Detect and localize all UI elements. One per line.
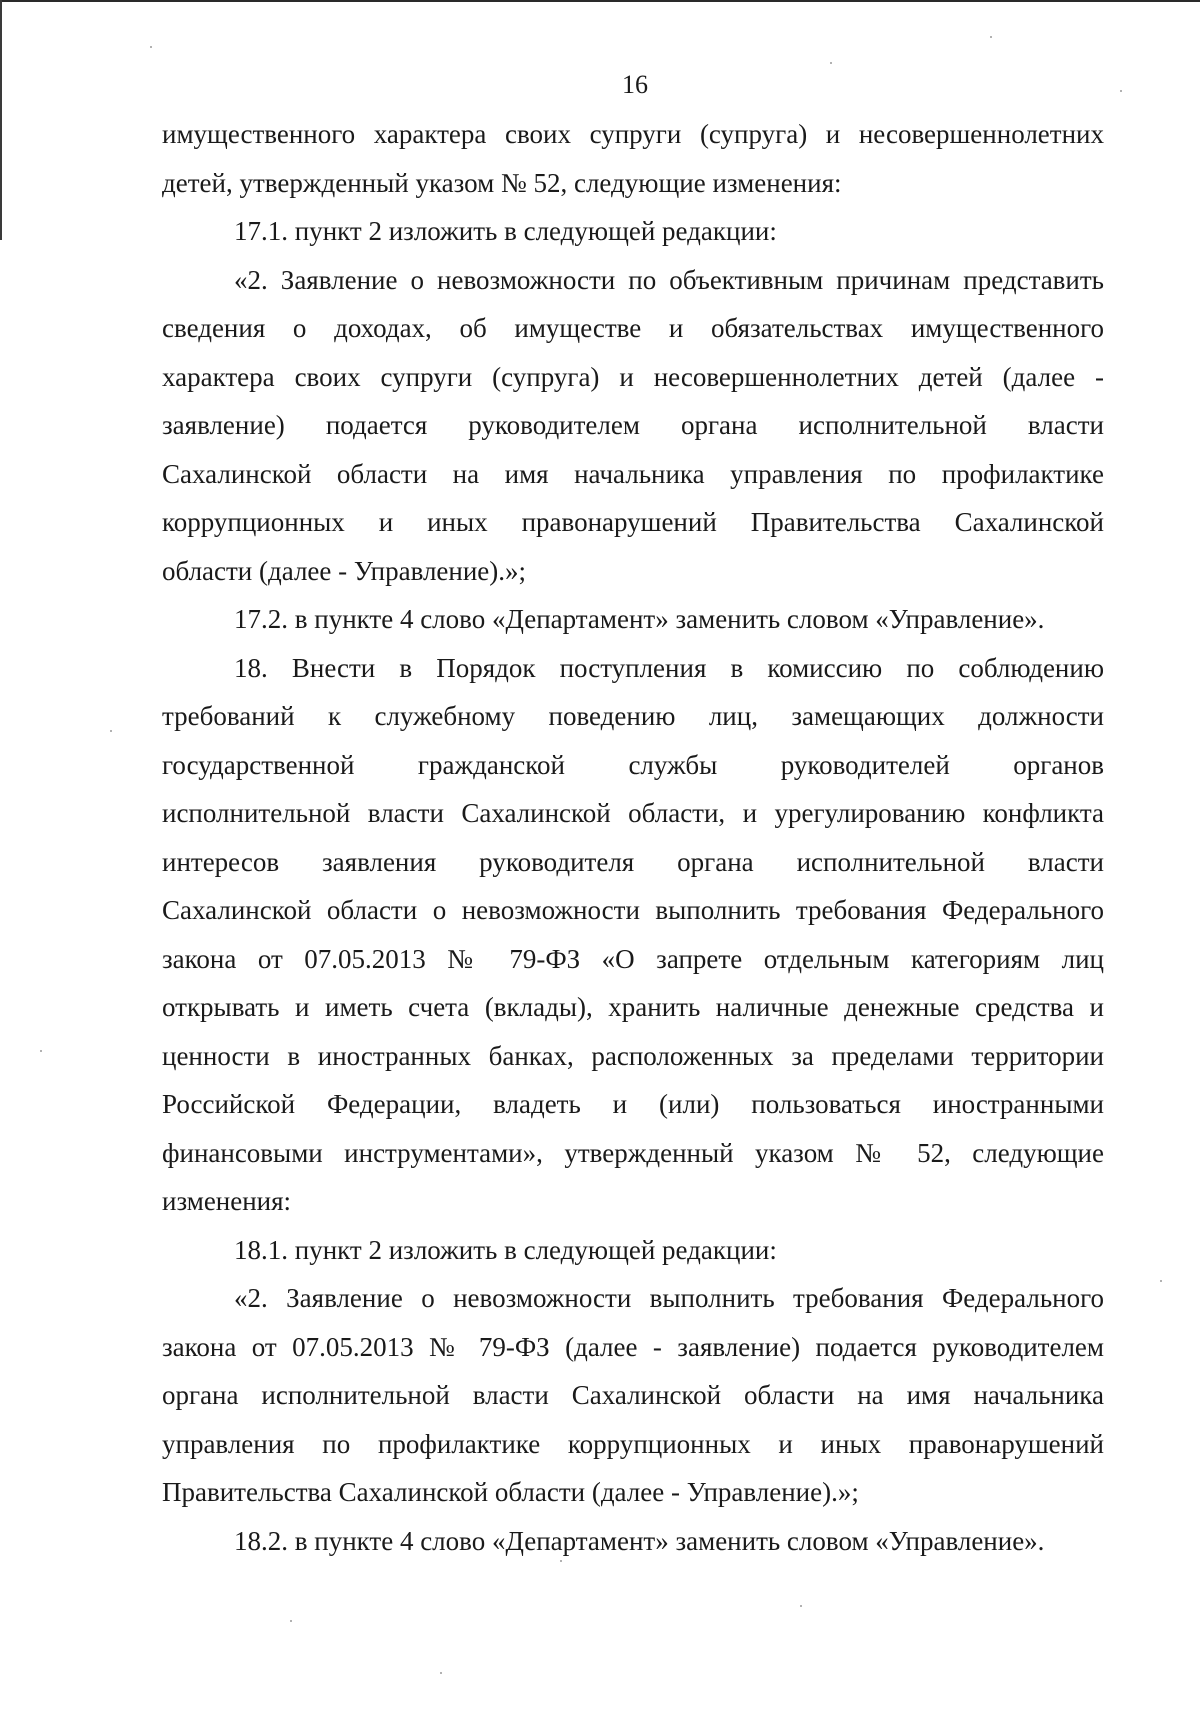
text-line: открывать и иметь счета (вклады), хранить наличные денежные средства и [162, 992, 1104, 1022]
text-line: органа исполнительной власти Сахалинской области на имя начальника [162, 1380, 1104, 1410]
text-line: интересов заявления руководителя органа исполнительной власти [162, 846, 1104, 877]
text-line: требований к служебному поведению лиц, замещающих должности [162, 701, 1104, 731]
text-line: характера своих супруги (супруга) и несовершеннолетних детей (далее - [162, 361, 1104, 392]
scan-speck [440, 1672, 442, 1674]
text-line: закона от 07.05.2013 № 79-ФЗ «О запрете отдельным категориям лиц [162, 943, 1104, 974]
scan-speck [290, 1620, 292, 1622]
scan-speck [150, 46, 152, 48]
text-line: изменения: [162, 1186, 292, 1216]
text-line: Сахалинской области о невозможности выполнить требования Федерального [162, 895, 1104, 925]
text-line: управления по профилактике коррупционных и иных правонарушений [162, 1428, 1104, 1459]
scan-speck [560, 1560, 562, 1562]
text-line: области (далее - Управление).»; [162, 555, 527, 586]
scan-edge-left [0, 0, 2, 240]
scan-speck [110, 730, 112, 732]
page-number: 16 [622, 70, 648, 99]
text-line: детей, утвержденный указом № 52, следующие изменения: [162, 167, 842, 198]
text-line: 18.2. в пункте 4 слово «Департамент» заменить словом «Управление». [234, 1525, 1045, 1556]
scan-speck [40, 1050, 42, 1052]
text-line: 18.1. пункт 2 изложить в следующей редакции: [234, 1234, 777, 1265]
text-line: «2. Заявление о невозможности выполнить требования Федерального [234, 1283, 1104, 1313]
text-line: заявление) подается руководителем органа исполнительной власти [162, 410, 1104, 440]
text-line: ценности в иностранных банках, расположенных за пределами территории [162, 1040, 1104, 1071]
text-line: «2. Заявление о невозможности по объективным причинам представить [234, 264, 1104, 295]
text-line: Сахалинской области на имя начальника управления по профилактике [162, 458, 1104, 489]
text-line: Правительства Сахалинской области (далее - Управление).»; [162, 1477, 859, 1507]
text-line: 17.1. пункт 2 изложить в следующей редакции: [234, 216, 777, 246]
body-text [162, 110, 1104, 1565]
text-line: 18. Внести в Порядок поступления в комиссию по соблюдению [234, 652, 1104, 683]
text-line: коррупционных и иных правонарушений Правительства Сахалинской [162, 507, 1104, 537]
text-line: закона от 07.05.2013 № 79-ФЗ (далее - заявление) подается руководителем [162, 1331, 1104, 1362]
scan-speck [1160, 1280, 1162, 1282]
text-line: государственной гражданской службы руководителей органов [162, 749, 1104, 780]
text-line: сведения о доходах, об имуществе и обязательствах имущественного [162, 313, 1104, 343]
text-line: финансовыми инструментами», утвержденный указом № 52, следующие [162, 1137, 1104, 1168]
text-line: имущественного характера своих супруги (супруга) и несовершеннолетних [162, 119, 1104, 149]
scan-speck [800, 1605, 802, 1607]
text-line: Российской Федерации, владеть и (или) пользоваться иностранными [162, 1089, 1104, 1119]
text-line: исполнительной власти Сахалинской области, и урегулированию конфликта [162, 798, 1104, 828]
scan-speck [990, 36, 992, 38]
text-line: 17.2. в пункте 4 слово «Департамент» заменить словом «Управление». [234, 604, 1045, 634]
scan-edge-top [0, 0, 1200, 2]
scan-speck [830, 62, 832, 64]
scan-speck [1120, 90, 1122, 92]
